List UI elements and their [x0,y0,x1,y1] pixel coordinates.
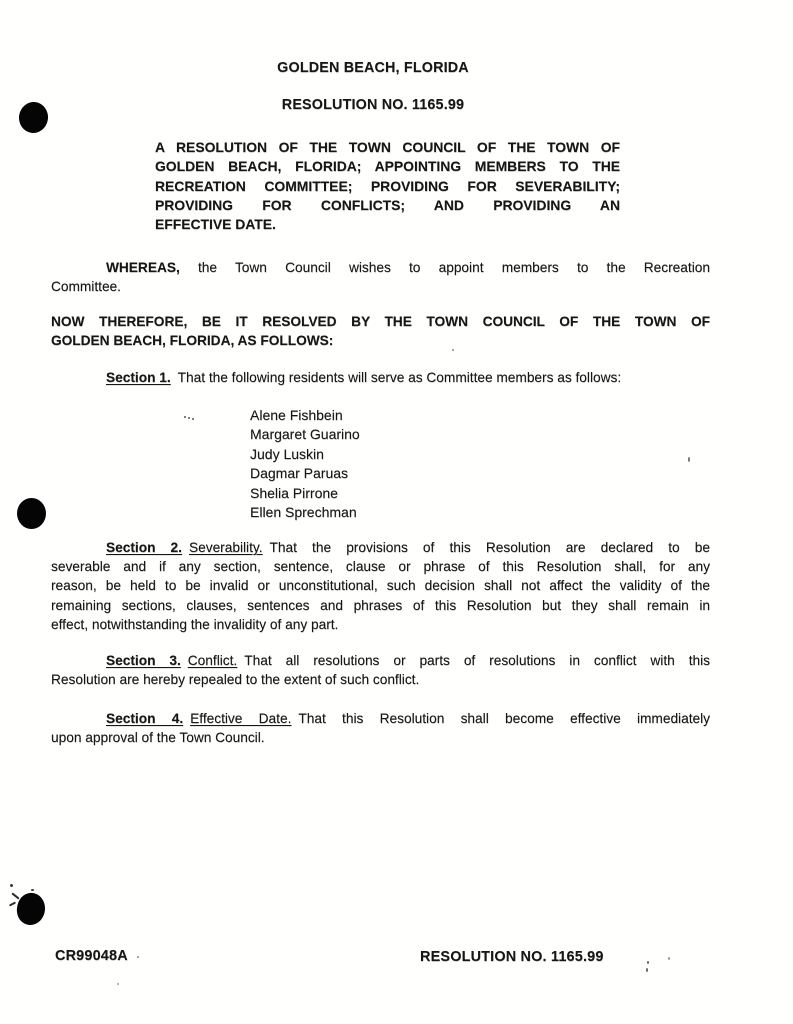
section-1-text: That the following residents will serve as Committee members as follows: [177,370,622,385]
member-name: Alene Fishbein [250,407,343,423]
member-name: Margaret Guarino [250,426,360,443]
section-4-subtitle: Effective Date. [190,711,292,726]
scan-speck [117,983,119,985]
preamble-line: EFFECTIVE DATE. [155,216,276,233]
section-2-line: reason, be held to be invalid or unconstitutional, such decision shall not affect the validity of the [51,578,710,594]
whereas-text: the Town Council wishes to appoint members to the Recreation [197,260,710,275]
section-2-line: severable and if any section, sentence, clause or phrase of this Resolution shall, for any [51,559,710,575]
section-3-line [51,651,710,670]
section-2-subtitle: Severability. [188,540,263,555]
section-4-line: upon approval of the Town Council. [51,730,265,746]
section-2-line: remaining sections, clauses, sentences and phrases of this Resolution but they shall remain in [51,597,710,613]
section-4-line [51,709,710,728]
scan-speck [668,957,671,961]
punch-hole-bottom [14,890,48,927]
preamble-line: RECREATION COMMITTEE; PROVIDING FOR SEVERABILITY; [155,177,620,194]
whereas-clause [51,258,710,296]
resolution-number-heading: RESOLUTION NO. 1165.99 [281,97,465,113]
scan-speck [646,968,648,972]
member-name: Judy Luskin [250,445,324,462]
document-title: GOLDEN BEACH, FLORIDA [277,60,469,76]
whereas-line [51,258,710,277]
section-3 [51,651,710,689]
section-2-text: That the provisions of this Resolution are declared to be [269,540,710,555]
section-4-label: Section 4. [106,711,184,726]
scan-scratch [9,901,16,906]
section-2-line [51,538,710,557]
section-4 [51,709,710,747]
section-3-line: Resolution are hereby repealed to the extent of such conflict. [51,672,420,688]
member-name: Shelia Pirrone [250,484,338,501]
scan-speck [137,956,139,958]
punch-hole-middle [17,498,46,529]
document-code: CR99048A [55,948,128,964]
resolved-line: NOW THEREFORE, BE IT RESOLVED BY THE TOWN COUNCIL OF THE TOWN OF [51,314,710,329]
preamble-line: PROVIDING FOR CONFLICTS; AND PROVIDING AN [155,196,620,213]
resolved-line: GOLDEN BEACH, FLORIDA, AS FOLLOWS: [51,333,334,349]
footer-resolution-number: RESOLUTION NO. 1165.99 [420,949,604,965]
scan-speck [688,457,690,462]
section-2 [51,538,710,634]
section-2-label: Section 2. [106,540,182,555]
whereas-line: Committee. [51,279,121,295]
preamble-line: A RESOLUTION OF THE TOWN COUNCIL OF THE TOWN OF [155,139,620,155]
section-3-label: Section 3. [106,653,181,668]
section-1-label: Section 1. [106,370,171,385]
section-4-text: That this Resolution shall become effective immediately [298,711,711,726]
resolution-preamble [155,138,620,234]
scan-scratch [11,892,19,899]
section-1 [51,368,710,387]
resolved-clause [51,312,710,350]
section-3-text: That all resolutions or parts of resolutions in conflict with this [244,653,711,668]
scan-artifact-dots [184,416,186,418]
committee-members-list [250,406,360,522]
section-2-line: effect, notwithstanding the invalidity of any part. [51,616,339,632]
section-1-line [51,368,710,387]
scan-speck [647,961,649,964]
section-3-subtitle: Conflict. [187,653,238,668]
scan-speck [10,884,13,887]
punch-hole-top [17,100,50,135]
scan-speck [31,889,34,891]
member-name: Ellen Sprechman [250,504,357,521]
preamble-line: GOLDEN BEACH, FLORIDA; APPOINTING MEMBERS TO THE [155,158,620,175]
whereas-label: WHEREAS, [106,260,180,275]
member-name: Dagmar Paruas [250,465,349,482]
